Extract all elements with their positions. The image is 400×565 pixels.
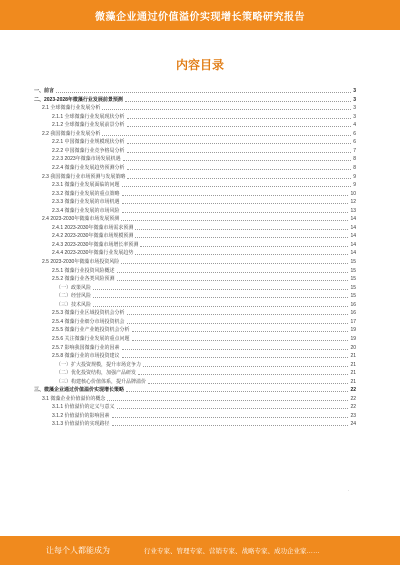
toc-entry[interactable] xyxy=(42,103,356,111)
toc-entry[interactable] xyxy=(56,368,356,376)
toc-leader-dots xyxy=(127,151,352,153)
toc-entry-text: 2.5.6 关注微藻行业发展的重点问题 xyxy=(52,335,130,342)
toc-page-number: 6 xyxy=(353,139,356,146)
toc-page-number: 21 xyxy=(350,378,356,385)
toc-page-number: 3 xyxy=(353,113,356,120)
toc-entry[interactable] xyxy=(52,180,356,188)
toc-leader-dots xyxy=(127,142,352,144)
toc-page-number: 13 xyxy=(350,207,356,214)
toc-leader-dots xyxy=(135,253,348,255)
toc-entry[interactable] xyxy=(52,120,356,128)
toc-leader-dots xyxy=(112,424,349,426)
toc-page-number: 6 xyxy=(353,130,356,137)
toc-entry[interactable] xyxy=(52,402,356,410)
toc-page-number: 14 xyxy=(350,224,356,231)
toc-entry-text: 2.5.5 微藻行业产业链投资机会分析 xyxy=(52,327,130,334)
toc-entry-text: 2.5 2023-2030年微藻市场投资风险 xyxy=(42,259,120,265)
toc-entry[interactable] xyxy=(52,419,356,427)
toc-leader-dots xyxy=(121,262,348,264)
toc-entry[interactable] xyxy=(52,308,356,316)
toc-entry-text: 2.5.8 微藻行业的市场投资建议 xyxy=(52,353,120,360)
toc-entry-text: 2.3.1 微藻行业发展面临的问题 xyxy=(52,182,120,189)
toc-leader-dots xyxy=(125,100,351,102)
toc-entry-text: 三、微藻企业通过价值溢价实现增长策略 xyxy=(34,387,125,394)
toc-entry[interactable] xyxy=(42,129,356,137)
toc-leader-dots xyxy=(126,390,348,392)
toc-page-number: 19 xyxy=(350,335,356,342)
toc-entry-text: （二）经营风险 xyxy=(56,293,92,300)
toc-entry-text: 2.1 全球微藻行业发展分析 xyxy=(42,105,101,112)
toc-entry[interactable] xyxy=(52,317,356,325)
document-title: 微藻企业通过价值溢价实现增长策略研究报告 xyxy=(95,11,305,23)
toc-leader-dots xyxy=(143,365,348,367)
toc-leader-dots xyxy=(122,202,349,204)
toc-entry-text: 2.3.2 微藻行业发展的重点策略 xyxy=(52,190,120,197)
toc-entry-text: 2.5.7 影响我国微藻行业的因素 xyxy=(52,344,120,351)
toc-page-number: 10 xyxy=(350,190,356,197)
toc-leader-dots xyxy=(117,271,349,273)
toc-entry-text: 3.1.1 价值溢价的定义与意义 xyxy=(52,404,115,411)
toc-entry[interactable] xyxy=(52,334,356,342)
toc-page-number: 4 xyxy=(353,122,356,129)
toc-page-number: 15 xyxy=(350,259,356,265)
toc-leader-dots xyxy=(102,108,351,110)
toc-page-number: 15 xyxy=(350,284,356,291)
toc-leader-dots xyxy=(127,313,349,315)
toc-entry-text: 2.5.2 微藻行业各类风险预测 xyxy=(52,276,115,283)
toc-page-number: 3 xyxy=(353,96,356,103)
toc-leader-dots xyxy=(127,125,352,127)
header-banner xyxy=(0,0,400,30)
toc-entry-text: 2.2 我国微藻行业发展分析 xyxy=(42,130,101,137)
toc-entry-text: 2.1.2 全球微藻行业发展前景分析 xyxy=(52,122,125,129)
toc-entry-text: 3.1.3 价值溢价的实现路径 xyxy=(52,421,110,428)
toc-leader-dots xyxy=(127,322,349,324)
toc-entry[interactable] xyxy=(34,86,356,94)
toc-page-number: 15 xyxy=(350,293,356,300)
toc-page-number: 16 xyxy=(350,301,356,308)
toc-entry[interactable] xyxy=(52,266,356,274)
toc-entry-text: 2.2.4 微藻行业发展趋势预测分析 xyxy=(52,164,125,171)
toc-entry-text: 2.3 我国微藻行业市场预测与发展策略 xyxy=(42,173,126,180)
toc-leader-dots xyxy=(122,185,352,187)
toc-entry[interactable] xyxy=(56,360,356,368)
toc-entry-text: 2.4.4 2023-2030年微藻行业发展趋势 xyxy=(52,250,134,257)
toc-entry-text: 2.5.3 微藻行业区域投资机会分析 xyxy=(52,310,125,317)
toc-entry[interactable] xyxy=(56,283,356,291)
toc-entry-text: 2.5.1 微藻行业投资风险概述 xyxy=(52,267,115,274)
toc-leader-dots xyxy=(93,305,348,307)
toc-entry[interactable] xyxy=(34,385,356,393)
toc-page-number: 7 xyxy=(353,147,356,154)
toc-title: 内容目录 xyxy=(175,58,224,72)
toc-entry[interactable] xyxy=(56,300,356,308)
toc-leader-dots xyxy=(117,279,349,281)
toc-leader-dots xyxy=(93,288,348,290)
toc-leader-dots xyxy=(127,117,352,119)
toc-page-number: 14 xyxy=(350,216,356,223)
toc-page-number: 22 xyxy=(350,395,356,402)
toc-page-number: 24 xyxy=(350,421,356,428)
toc-page-number: 16 xyxy=(350,310,356,317)
toc-entry-text: （一）政策风险 xyxy=(56,284,92,291)
toc-leader-dots xyxy=(122,348,349,350)
toc-entry-text: （二）优化投资结构，加强产品研发 xyxy=(56,370,137,377)
toc-leader-dots xyxy=(127,177,351,179)
toc-leader-dots xyxy=(135,228,348,230)
footer-slogan-right: 行业专家、管理专家、营销专家、战略专家、成功企业家…… xyxy=(144,548,320,555)
toc-entry-text: 2.2.2 中国微藻行业竞争格局分析 xyxy=(52,147,125,154)
toc-leader-dots xyxy=(123,159,352,161)
toc-entry-text: 2.2.3 2023年微藻市场发展机遇 xyxy=(52,156,121,163)
toc-entry-text: 2.3.3 微藻行业发展的市场机遇 xyxy=(52,199,120,206)
toc-entry[interactable] xyxy=(42,257,356,265)
toc-entry[interactable] xyxy=(52,206,356,214)
toc-leader-dots xyxy=(121,219,348,221)
toc-entry[interactable] xyxy=(56,377,356,385)
toc-entry[interactable] xyxy=(52,197,356,205)
toc-leader-dots xyxy=(122,211,349,213)
toc-entry-text: 二、2023-2028年微藻行业发展前景预测 xyxy=(34,96,123,103)
toc-leader-dots xyxy=(140,245,348,247)
page-marker: · xyxy=(348,488,350,493)
toc-leader-dots xyxy=(135,236,348,238)
toc-leader-dots xyxy=(132,339,349,341)
toc-leader-dots xyxy=(107,399,348,401)
toc-entry[interactable] xyxy=(52,137,356,145)
toc-entry[interactable] xyxy=(52,411,356,419)
toc-leader-dots xyxy=(56,91,351,93)
toc-page-number: 21 xyxy=(350,361,356,368)
toc-entry[interactable] xyxy=(42,214,356,222)
toc-page-number: 3 xyxy=(353,105,356,112)
footer-banner xyxy=(0,536,400,565)
toc-leader-dots xyxy=(102,134,351,136)
toc-page-number: 15 xyxy=(350,267,356,274)
toc-entry[interactable] xyxy=(52,248,356,256)
toc-page-number: 9 xyxy=(353,182,356,189)
toc-leader-dots xyxy=(138,373,348,375)
toc-entry[interactable] xyxy=(42,172,356,180)
toc-entry[interactable] xyxy=(52,163,356,171)
toc-entry-text: 一、前言 xyxy=(34,88,55,94)
toc-entry-text: 2.4.1 2023-2030年微藻市场需求预测 xyxy=(52,224,134,231)
toc-entry-text: 2.2.1 中国微藻行业规模现状分析 xyxy=(52,139,125,146)
toc-entry[interactable] xyxy=(52,146,356,154)
toc-leader-dots xyxy=(122,194,349,196)
toc-entry[interactable] xyxy=(56,291,356,299)
toc-entry-text: 2.4.3 2023-2030年微藻市场增长率预测 xyxy=(52,241,139,248)
toc-entry-text: 3.1 微藻企业价值溢价的概念 xyxy=(42,395,106,402)
toc-entry[interactable] xyxy=(52,274,356,282)
toc-leader-dots xyxy=(148,382,348,384)
toc-entry[interactable] xyxy=(52,223,356,231)
toc-page-number: 22 xyxy=(350,404,356,411)
toc-leader-dots xyxy=(112,416,349,418)
toc-entry[interactable] xyxy=(52,112,356,120)
toc-entry-text: 2.1.1 全球微藻行业发展现状分析 xyxy=(52,113,125,120)
toc-page-number: 15 xyxy=(350,276,356,283)
toc-leader-dots xyxy=(122,356,349,358)
toc-entry[interactable] xyxy=(42,394,356,402)
toc-page-number: 3 xyxy=(353,88,356,94)
toc-page-number: 9 xyxy=(353,173,356,180)
footer-slogan-left: 让每个人都能成为 xyxy=(46,546,110,555)
toc-leader-dots xyxy=(93,296,348,298)
toc-entry[interactable] xyxy=(52,351,356,359)
toc-page-number: 23 xyxy=(350,412,356,419)
toc-entry-text: 2.4 2023-2030年微藻市场发展预测 xyxy=(42,216,120,223)
toc-entry[interactable] xyxy=(52,154,356,162)
toc-page-number: 20 xyxy=(350,344,356,351)
toc-leader-dots xyxy=(127,168,352,170)
toc-entry-text: 2.5.4 微藻行业细分市场投资机会 xyxy=(52,318,125,325)
toc-entry[interactable] xyxy=(52,325,356,333)
toc-entry-text: （一）扩大投资规模，提升市场竞争力 xyxy=(56,361,142,368)
toc-entry-text: （三）构建核心价值体系，提升品牌溢价 xyxy=(56,378,147,385)
toc-entry[interactable] xyxy=(52,343,356,351)
toc-page-number: 8 xyxy=(353,164,356,171)
toc-entry-text: 2.3.4 微藻行业发展的市场风险 xyxy=(52,207,120,214)
toc-entry-text: 2.4.2 2023-2030年微藻市场规模预测 xyxy=(52,233,134,240)
toc-entry[interactable] xyxy=(52,231,356,239)
toc-page-number: 17 xyxy=(350,318,356,325)
toc-page-number: 22 xyxy=(350,387,356,394)
toc-page-number: 14 xyxy=(350,250,356,257)
toc-page-number: 8 xyxy=(353,156,356,163)
toc-page-number: 14 xyxy=(350,241,356,248)
toc-entry[interactable] xyxy=(52,189,356,197)
toc-page-number: 21 xyxy=(350,353,356,360)
toc-page-number: 21 xyxy=(350,370,356,377)
toc-leader-dots xyxy=(117,407,349,409)
toc-entry[interactable] xyxy=(52,240,356,248)
toc-leader-dots xyxy=(132,330,349,332)
toc-page-number: 19 xyxy=(350,327,356,334)
toc-page-number: 12 xyxy=(350,199,356,206)
toc-page-number: 14 xyxy=(350,233,356,240)
toc-entry-text: （三）技术风险 xyxy=(56,301,92,308)
toc-entry[interactable] xyxy=(34,95,356,103)
toc-entry-text: 3.1.2 价值溢价的影响因素 xyxy=(52,412,110,419)
